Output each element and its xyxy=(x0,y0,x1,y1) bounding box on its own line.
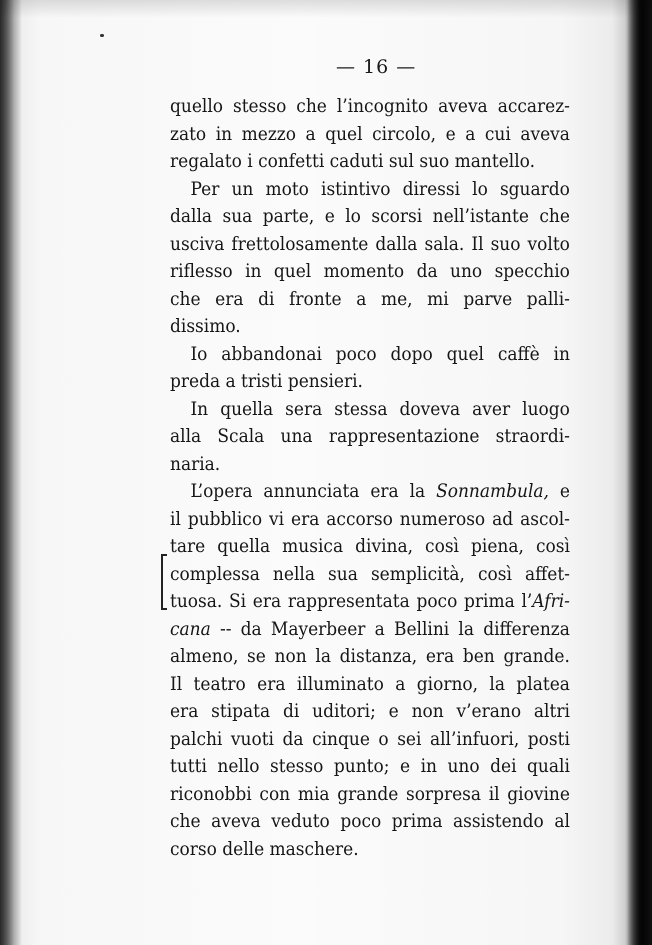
text-segment: tuosa. Si era rappresentata poco prima l’ xyxy=(170,591,533,612)
text-line xyxy=(170,478,570,506)
text-segment: -- da Mayerbeer a Bellini la differenza xyxy=(219,618,570,640)
text-line: preda a tristi pensieri. xyxy=(170,371,363,392)
text-line: quello stesso che l’incognito aveva accarez- xyxy=(170,96,570,117)
text-line: dissimo. xyxy=(170,316,241,337)
text-line: In quella sera stessa doveva aver luogo xyxy=(190,398,570,420)
text-line: che era di fronte a me, mi parve palli- xyxy=(170,288,570,310)
margin-bracket-mark xyxy=(161,554,167,610)
text-line: tutti nello stesso punto; e in uno dei quali xyxy=(170,756,570,777)
page-right-edge xyxy=(628,0,652,945)
text-line: alla Scala una rappresentazione straordi- xyxy=(170,426,570,447)
opera-title-italic: cana xyxy=(170,618,211,640)
text-line: usciva frettolosamente dalla sala. Il suo volto xyxy=(170,233,570,255)
text-line: complessa nella sua semplicità, così affet- xyxy=(170,563,570,585)
text-line: palchi vuoti da cinque o sei all’infuori, posti xyxy=(170,728,570,750)
text-line xyxy=(170,616,570,644)
body-text xyxy=(170,93,570,863)
text-line: dalla sua parte, e lo scorsi nell’istante che xyxy=(170,206,570,227)
text-segment: e xyxy=(559,481,570,502)
text-line: riconobbi con mia grande sorpresa il giovine xyxy=(170,783,570,805)
text-line: almeno, se non la distanza, era ben grande. xyxy=(170,646,570,667)
opera-title-italic: Sonnambula, xyxy=(436,481,549,502)
text-line: che aveva veduto poco prima assistendo al xyxy=(170,811,570,832)
text-line: regalato i confetti caduti sul suo mantello. xyxy=(170,151,535,172)
text-line: corso delle maschere. xyxy=(170,838,359,860)
page-top-shadow xyxy=(0,0,652,18)
opera-title-italic: Afri- xyxy=(532,591,570,612)
binding-gutter-shadow xyxy=(0,0,22,945)
ink-speck xyxy=(100,34,104,37)
text-line xyxy=(170,588,570,616)
text-line: riflesso in quel momento da uno specchio xyxy=(170,261,570,282)
page-number: — 16 — xyxy=(336,56,417,78)
text-line: naria. xyxy=(170,453,221,475)
text-line: era stipata di uditori; e non v’erano altri xyxy=(170,701,570,722)
text-line: il pubblico vi era accorso numeroso ad ascol- xyxy=(170,508,570,530)
text-line: Per un moto istintivo diressi lo sguardo xyxy=(190,178,570,200)
text-line: zato in mezzo a quel circolo, e a cui aveva xyxy=(170,123,570,145)
text-line: tare quella musica divina, così piena, così xyxy=(170,536,570,557)
text-line: Io abbandonai poco dopo quel caffè in xyxy=(190,343,570,365)
text-segment: L’opera annunciata era la xyxy=(190,481,426,502)
text-line: Il teatro era illuminato a giorno, la platea xyxy=(170,673,570,695)
